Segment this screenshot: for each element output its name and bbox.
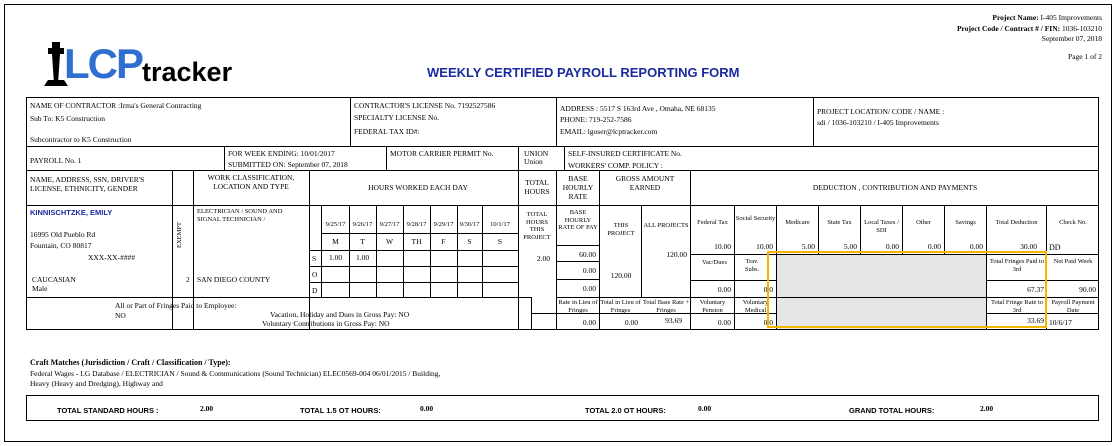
gross-amount-header: GROSS AMOUNT EARNED bbox=[615, 174, 675, 192]
state-tax-label: State Tax bbox=[827, 219, 852, 226]
base-rate-label: BASE HOURLY RATE OF PAY bbox=[558, 209, 598, 231]
vol-pension-label: Voluntary Pension bbox=[699, 299, 726, 314]
local-taxes-value: 0.00 bbox=[885, 242, 899, 251]
fringes-paid-label: Total Fringes Paid to 3rd bbox=[989, 258, 1045, 273]
employee-name: KINNISCHTZKE, EMILY bbox=[30, 208, 113, 217]
total-base-value: 93.69 bbox=[665, 316, 682, 325]
employee-classification: ELECTRICIAN / SOUND AND SIGNAL TECHNICIAN / bbox=[197, 208, 283, 223]
check-no-label: Check No. bbox=[1059, 219, 1087, 226]
date-tue: 9/26/17 bbox=[352, 221, 373, 228]
local-taxes-label: Local Taxes / SDI bbox=[864, 219, 899, 234]
fringes-paid-value: 67.37 bbox=[1027, 285, 1044, 294]
self-insured: SELF-INSURED CERTIFICATE No. bbox=[568, 149, 682, 158]
check-no-value: DD bbox=[1049, 243, 1061, 252]
this-project-label: THIS PROJECT bbox=[607, 222, 635, 237]
fringe-rate-value: 33.69 bbox=[1027, 316, 1044, 325]
base-rate-header: BASE HOURLY RATE bbox=[562, 174, 594, 201]
highlight-box bbox=[767, 251, 1047, 328]
page-number: Page 1 of 2 bbox=[1068, 52, 1102, 61]
savings-label: Savings bbox=[955, 219, 976, 226]
hours-mon: 1.00 bbox=[328, 253, 343, 262]
date-sun: 10/1/17 bbox=[490, 221, 510, 228]
vac-dues-value: 0.00 bbox=[717, 285, 731, 294]
vol-pension-value: 0.00 bbox=[717, 318, 731, 327]
payroll-number: PAYROLL No. 1 bbox=[30, 156, 82, 165]
total-standard-value: 2.00 bbox=[200, 404, 214, 413]
day-sat: S bbox=[467, 237, 472, 246]
row-type-s: S bbox=[312, 254, 317, 263]
subcontractor: Subcontractor to K5 Construction bbox=[30, 135, 132, 144]
federal-tax-value: 10.00 bbox=[714, 242, 731, 251]
project-location: sdi / 1036-103210 / I-405 Improvements bbox=[817, 118, 939, 127]
date-thu: 9/28/17 bbox=[406, 221, 427, 228]
logo-lcp-text: LCP bbox=[64, 40, 142, 87]
motor-carrier: MOTOR CARRIER PERMIT No. bbox=[390, 149, 494, 158]
craft-line1: Federal Wages - LG Database / ELECTRICIAN / Sound & Communications (Sound Technician) ELEC0569-004 06/01/2015 / Building, bbox=[30, 369, 441, 378]
contractor-name: NAME OF CONTRACTOR :Irma's General Contracting bbox=[30, 101, 202, 110]
deductions-header: DEDUCTION , CONTRIBUTION AND PAYMENTS bbox=[812, 183, 978, 192]
project-code-line: Project Code / Contract # / FIN: 1036-103210 bbox=[956, 24, 1102, 33]
day-tue: T bbox=[360, 237, 365, 246]
other-label: Other bbox=[916, 219, 931, 226]
social-security-value: 10.00 bbox=[756, 242, 773, 251]
craft-line2: Heavy (Heavy and Dredging), Highway and bbox=[30, 379, 163, 388]
total-hours-value: 2.00 bbox=[536, 254, 550, 263]
address: ADDRESS : 5517 S 163rd Ave , Omaha, NE 68135 bbox=[560, 104, 716, 113]
employee-address1: 16995 Old Pueblo Rd bbox=[30, 230, 96, 239]
submitted-on: SUBMITTED ON: September 07, 2018 bbox=[228, 160, 348, 169]
fringes-answer: NO bbox=[115, 311, 126, 320]
union-label: UNION bbox=[524, 149, 549, 158]
net-paid-label: Net Paid Week bbox=[1053, 258, 1093, 265]
day-fri: F bbox=[441, 237, 446, 246]
email: EMAIL: lgoser@lcptracker.com bbox=[560, 127, 658, 136]
lcptracker-logo bbox=[38, 40, 238, 90]
sub-to: Sub To: K5 Construction bbox=[30, 114, 105, 123]
other-value: 0.00 bbox=[927, 242, 941, 251]
vacation-note: Vacation, Holiday and Dues in Gross Pay: NO bbox=[270, 310, 410, 319]
exempt-label: EXEMPT bbox=[176, 222, 183, 248]
date-sat: 9/30/17 bbox=[459, 221, 480, 228]
savings-value: 0.00 bbox=[969, 242, 983, 251]
contractor-license: CONTRACTOR'S LICENSE No. 7192527586 bbox=[354, 101, 496, 110]
row-type-o: O bbox=[312, 270, 318, 279]
vac-dues-label: Vac/Dues bbox=[702, 259, 727, 266]
employee-address2: Fountain, CO 80817 bbox=[30, 241, 92, 250]
total-20-label: TOTAL 2.0 OT HOURS: bbox=[585, 406, 666, 415]
all-projects-value: 120.00 bbox=[666, 250, 687, 259]
logo-tracker-text: tracker bbox=[142, 57, 233, 87]
hours-tue: 1.00 bbox=[355, 253, 370, 262]
total-deduction-value: 30.00 bbox=[1020, 242, 1037, 251]
project-name-line: Project Name: I-405 Improvements bbox=[992, 13, 1102, 22]
total-20-value: 0.00 bbox=[698, 404, 712, 413]
voluntary-note: Voluntary Contributions in Gross Pay: NO bbox=[262, 319, 390, 328]
phone: PHONE: 719-252-7586 bbox=[560, 115, 632, 124]
date-mon: 9/25/17 bbox=[325, 221, 346, 228]
employee-ethnicity: CAUCASIAN bbox=[32, 275, 76, 284]
total-15-label: TOTAL 1.5 OT HOURS: bbox=[300, 406, 381, 415]
date-wed: 9/27/17 bbox=[379, 221, 400, 228]
total-hours-label: TOTAL HOURS THIS PROJECT bbox=[523, 211, 551, 241]
employee-location: SAN DIEGO COUNTY bbox=[197, 275, 271, 284]
specialty-license: SPECIALTY LICENSE No. bbox=[354, 113, 440, 122]
all-projects-label: ALL PROJECTS bbox=[643, 222, 689, 229]
totals-box bbox=[26, 395, 1099, 421]
row-type-d: D bbox=[312, 286, 318, 295]
payment-date-value: 10/6/17 bbox=[1049, 318, 1072, 327]
total-lieu-label: Total in Lieu of Fringes bbox=[600, 299, 641, 314]
workers-comp: WORKERS' COMP. POLICY : bbox=[568, 161, 663, 170]
vol-medical-value: 0.0 bbox=[763, 318, 773, 327]
base-rate-d: 0.00 bbox=[582, 284, 596, 293]
employee-ssn: XXX-XX-#### bbox=[88, 253, 136, 262]
total-lieu-value: 0.00 bbox=[624, 318, 638, 327]
state-tax-value: 5.00 bbox=[843, 242, 857, 251]
craft-title: Craft Matches (Jurisdiction / Craft / Classification / Type): bbox=[30, 358, 231, 367]
day-thu: TH bbox=[411, 237, 422, 246]
medicare-label: Medicare bbox=[785, 219, 810, 226]
form-title: WEEKLY CERTIFIED PAYROLL REPORTING FORM bbox=[427, 65, 740, 80]
report-date: September 07, 2018 bbox=[1041, 34, 1102, 43]
total-base-label: Total Base Rate + Fringes bbox=[642, 299, 690, 314]
trav-subs-value: 0.0 bbox=[763, 285, 773, 294]
employee-gender: Male bbox=[32, 284, 48, 293]
project-location-label: PROJECT LOCATION/ CODE / NAME : bbox=[817, 107, 945, 116]
work-class-header: WORK CLASSIFICATION, LOCATION AND TYPE bbox=[207, 173, 295, 191]
name-column-header: NAME, ADDRESS, SSN, DRIVER'S LICENSE, ETHNICITY, GENDER bbox=[30, 175, 145, 193]
base-rate-s: 60.00 bbox=[579, 250, 596, 259]
total-hours-header: TOTAL HOURS bbox=[524, 178, 550, 196]
hours-each-day-header: HOURS WORKED EACH DAY bbox=[368, 183, 468, 192]
trav-subs-label: Trav. Subs. bbox=[744, 258, 760, 273]
grand-total-label: GRAND TOTAL HOURS: bbox=[849, 406, 935, 415]
rate-lieu-label: Rate in Lieu of Fringes bbox=[558, 299, 598, 314]
federal-tax-id: FEDERAL TAX ID#: bbox=[354, 127, 420, 136]
rate-lieu-value: 0.00 bbox=[582, 318, 596, 327]
week-ending: FOR WEEK ENDING: 10/01/2017 bbox=[228, 149, 335, 158]
union-value: Union bbox=[524, 157, 543, 166]
this-project-value: 120.00 bbox=[610, 271, 632, 280]
vol-medical-label: Voluntary Medical bbox=[742, 299, 769, 314]
day-wed: W bbox=[385, 237, 394, 246]
fringes-question: All or Part of Fringes Paid to Employee: bbox=[115, 301, 237, 310]
fringe-rate-label: Total Fringe Rate to 3rd bbox=[990, 299, 1044, 314]
day-mon: M bbox=[332, 237, 339, 246]
social-security-label: Social Security bbox=[735, 215, 776, 222]
base-rate-o: 0.00 bbox=[582, 266, 596, 275]
total-deduction-label: Total Deduction bbox=[995, 219, 1038, 226]
total-15-value: 0.00 bbox=[420, 404, 434, 413]
day-sun: S bbox=[497, 237, 503, 246]
net-paid-value: 90.00 bbox=[1079, 285, 1096, 294]
date-fri: 9/29/17 bbox=[433, 221, 454, 228]
payment-date-label: Payroll Payment Date bbox=[1051, 299, 1095, 314]
employee-number: 2 bbox=[186, 275, 190, 284]
medicare-value: 5.00 bbox=[801, 242, 815, 251]
total-standard-label: TOTAL STANDARD HOURS : bbox=[57, 406, 159, 415]
federal-tax-label: Federal Tax bbox=[697, 219, 728, 226]
grand-total-value: 2.00 bbox=[980, 404, 994, 413]
